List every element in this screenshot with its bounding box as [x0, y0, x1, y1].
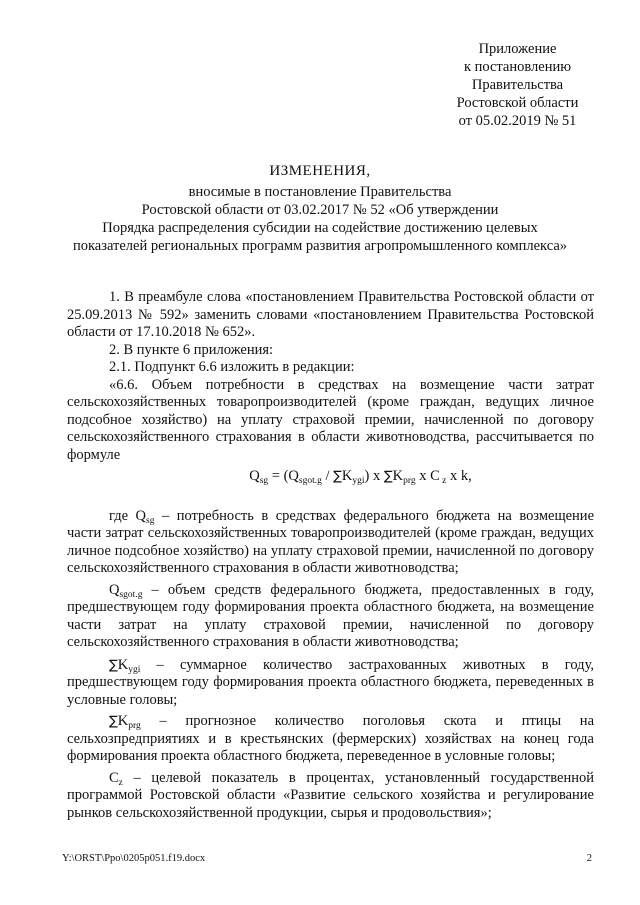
definition-kprg: $\sum K_{prg}$ – прогнозное количество поголовья скота и птицы на сельхозпредприятиях и в крестьянских (фермерских) хозяйствах на конец года формирования проекта областного бюджета, переведенное в условные головы; — [67, 713, 594, 764]
title-heading: ИЗМЕНЕНИЯ, — [269, 163, 371, 179]
formula-part: Q — [249, 468, 260, 484]
title-line: Ростовской области от 03.02.2017 № 52 «Об утверждении — [141, 202, 499, 218]
formula-sub: prg — [403, 476, 416, 486]
formula-sub: z — [439, 476, 447, 486]
appendix-line: Ростовской области — [456, 95, 579, 111]
formula-part: ) x — [364, 468, 384, 484]
appendix-line: Правительства — [471, 77, 564, 93]
file-path: Y:\ORST\Ppo\0205p051.f19.docx — [62, 853, 206, 864]
formula-part: K — [341, 468, 353, 484]
formula-sub: ygi — [352, 476, 365, 486]
formula-part: K — [392, 468, 404, 484]
paragraph-2: 2. В пункте 6 приложения: — [109, 341, 274, 358]
formula-sub: sgot.g — [298, 476, 322, 486]
page-number: 2 — [586, 853, 592, 864]
definition-kygi: $\sum K_{ygi}$ – суммарное количество застрахованных животных в году, предшествующем году формирования проекта областного бюджета, переведенных в условные головы; — [67, 656, 594, 708]
title-line: показателей региональных программ развития агропромышленного комплекса» — [72, 238, 568, 254]
appendix-block — [420, 40, 615, 130]
formula-part: x C — [415, 468, 440, 484]
appendix-line: к постановлению — [463, 59, 572, 75]
formula-part: = (Q — [268, 468, 299, 484]
title-line: Порядка распределения субсидии на содействие достижению целевых — [102, 220, 538, 236]
formula-sub: sg — [259, 476, 269, 486]
formula-part: x k, — [446, 468, 472, 484]
title-line: вносимые в постановление Правительства — [188, 184, 452, 200]
document-title — [60, 162, 580, 255]
appendix-line: от 05.02.2019 № 51 — [458, 113, 577, 129]
sum-symbol: ∑ — [333, 469, 342, 484]
paragraph-1: 1. В преамбуле слова «постановлением Правительства Ростовской области от 25.09.2013 № 592» заменить словами «постановлением Правительства Ростовской области от 17.10.2018 № 652». — [67, 289, 594, 340]
paragraph-4: «6.6. Объем потребности в средствах на возмещение части затрат сельскохозяйственных товаропроизводителей (кроме граждан, ведущих личное подсобное хозяйство) на уплату страховой премии, начисленной по договору сельскохозяйственного страхования в области животноводства, рассчитывается по формуле — [67, 376, 594, 463]
formula — [127, 468, 594, 486]
document-body — [67, 289, 594, 822]
sum-symbol: ∑ — [383, 469, 393, 484]
paragraph-3: 2.1. Подпункт 6.6 изложить в редакции: — [109, 359, 355, 375]
formula-part: / — [321, 468, 334, 484]
definition-cz: $C_z$ – целевой показатель в процентах, установленный государственной программой Ростовской области «Развитие сельского хозяйства и регулирование рынков сельскохозяйственной продукции, сырья и продовольствия»; — [67, 769, 594, 821]
definition-qsg: где $Q_{sg}$ – потребность в средствах федерального бюджета на возмещение части затрат сельскохозяйственных товаропроизводителей (кроме граждан, ведущих личное подсобное хозяйство) на уплату страховой премии, начисленной по договору сельскохозяйственного страхования в области животноводства; — [67, 507, 595, 576]
definition-qsgotg: $Q_{sgot.g}$ – объем средств федерального бюджета, предоставленных в году, предшествующем году формирования проекта областного бюджета, на возмещение части затрат на уплату страховой премии, начисленной по договору сельскохозяйственного страхования в области животноводства; — [67, 581, 594, 650]
appendix-line: Приложение — [478, 41, 557, 57]
